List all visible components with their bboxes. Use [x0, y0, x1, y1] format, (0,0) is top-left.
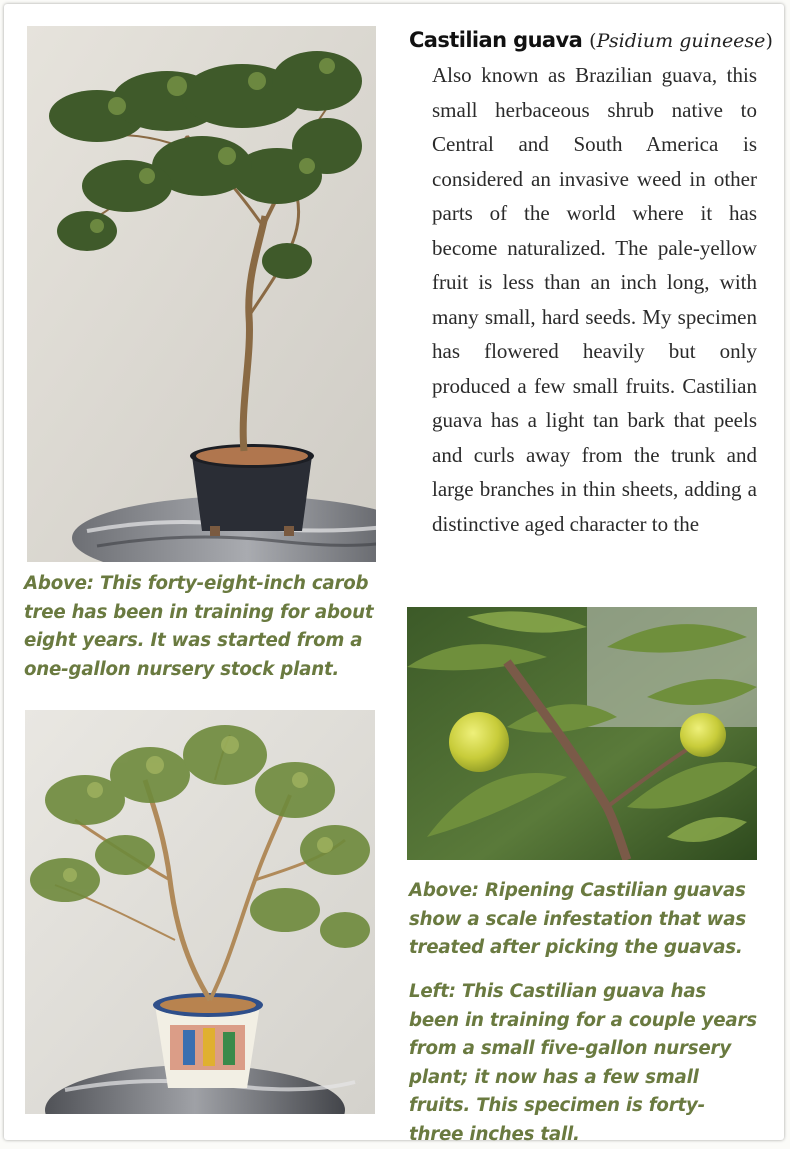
carob-caption: Above: This forty-eight-inch carob tree has been in training for about eight years. It was started from a one-gallon nursery stock plant. — [24, 573, 374, 680]
heading-common-name: Castilian guava — [409, 28, 583, 52]
article-heading — [409, 24, 773, 57]
guava-tree-caption: Left: This Castilian guava has been in training for a couple years from a small five-gallon nursery plant; it now has a few small fruits. This specimen is forty-three inches tall. — [409, 981, 757, 1145]
fruit-caption: Above: Ripening Castilian guavas show a scale infestation that was treated after picking the guavas. — [409, 880, 746, 958]
ripening-guava-photo — [407, 607, 757, 860]
article-body: Also known as Brazilian guava, this small herbaceous shrub native to Central and South America is considered an invasive weed in other parts of the world where it has become naturalized. The pale-yellow fruit is less than an inch long, with many small, hard seeds. My specimen has flowered heavily but only produced a few small fruits. Castilian guava has a light tan bark that peels and curls away from the trunk and large branches in thin sheets, adding a distinctive aged character to the — [432, 63, 757, 536]
castilian-guava-tree-photo — [25, 710, 375, 1114]
heading-scientific-name: (Psidium guineese) — [589, 30, 773, 52]
carob-tree-photo — [27, 26, 376, 562]
